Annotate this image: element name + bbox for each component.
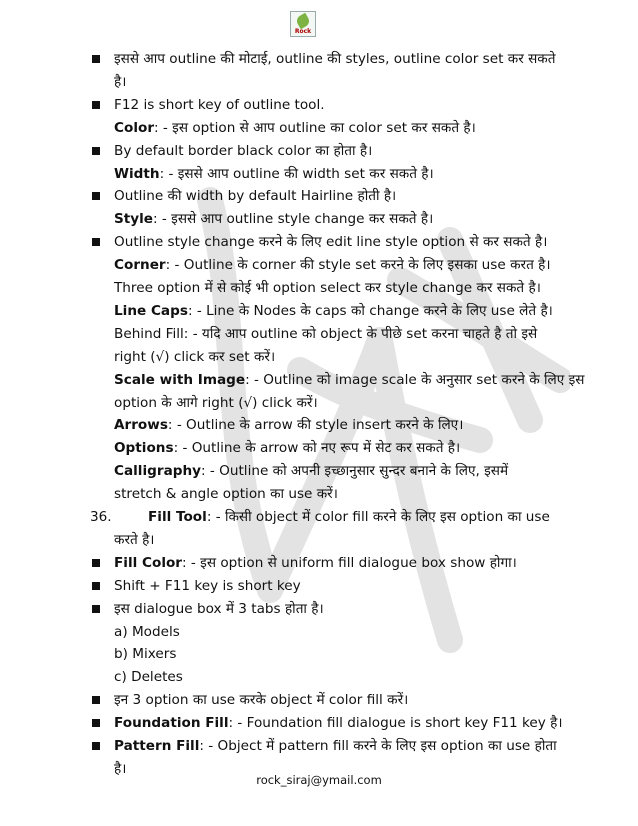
text-line [114, 392, 604, 414]
term-label: Arrows [114, 417, 168, 434]
text-line [114, 94, 604, 116]
term-label: Color [114, 119, 155, 136]
line-text: : - इससे आप outline की width set कर सकते है। [159, 165, 434, 182]
line-text: : - इस option से आप outline का color set कर सकते है। [154, 119, 476, 136]
text-line [114, 48, 604, 70]
bullet-marker [92, 101, 100, 109]
bullet-marker [92, 719, 100, 727]
line-text: Behind Fill: - यदि आप outline को object के पीछे set करना चाहते है तो इसे [114, 325, 538, 342]
text-line [114, 117, 604, 139]
line-text: : - Outline के arrow की style insert करने के लिए। [167, 417, 464, 434]
term-label: Calligraphy [114, 463, 202, 480]
line-text: है। [114, 73, 127, 90]
line-text: : - Foundation fill dialogue is short key F11 key है। [228, 715, 563, 732]
footer-email: rock_siraj@ymail.com [256, 773, 382, 787]
term-label: Corner [114, 257, 166, 274]
term-label: Options [114, 440, 174, 457]
text-line [114, 735, 604, 757]
line-text: : - इस option से uniform fill dialogue box show होगा। [182, 554, 517, 571]
text-line [114, 712, 604, 734]
text-line [114, 483, 604, 505]
term-label: Style [114, 211, 154, 228]
term-label: Pattern Fill [114, 738, 200, 754]
bullet-marker [92, 238, 100, 246]
term-label: Line Caps [114, 302, 188, 319]
line-text: Three option में से कोई भी option select कर style change कर सकते है। [114, 280, 541, 296]
line-text: : - इससे आप outline style change कर सकते है। [153, 211, 434, 228]
bullet-marker [92, 147, 100, 155]
bullet-marker [92, 582, 100, 590]
line-text: : - Outline को image scale के अनुसार set करने के लिए इस [245, 371, 585, 388]
line-text: : - Object में pattern fill करने के लिए इस option का use होता [199, 738, 557, 754]
text-line [114, 529, 604, 551]
line-text: है। [114, 760, 127, 777]
logo-text: Rock [294, 28, 312, 35]
text-line [114, 254, 604, 276]
text-line [114, 185, 604, 207]
term-label: Fill Tool [148, 509, 207, 525]
bullet-marker [92, 605, 100, 613]
text-line [114, 621, 604, 643]
bullet-marker [92, 192, 100, 200]
text-line [114, 346, 604, 368]
line-text: c) Deletes [114, 669, 183, 686]
text-line [114, 369, 604, 391]
text-line [114, 231, 604, 253]
text-line [114, 460, 604, 482]
line-text: stretch & angle option का use करें। [114, 486, 338, 503]
section-number: 36. [90, 509, 112, 525]
line-text: option के आगे right (√) click करें। [114, 394, 318, 411]
bullet-marker [92, 696, 100, 704]
line-text: Outline style change करने के लिए edit line style option से कर सकते है। [114, 234, 548, 251]
line-text: करते है। [114, 531, 155, 548]
term-label: Scale with Image [114, 371, 246, 388]
text-line [114, 689, 604, 711]
text-line [114, 598, 604, 620]
text-line [114, 437, 604, 459]
bullet-marker [92, 559, 100, 567]
text-line [114, 277, 604, 299]
line-text: : - Outline को अपनी इच्छानुसार सुन्दर बनाने के लिए, इसमें [201, 463, 509, 480]
line-text: : - किसी object में color fill करने के लिए इस option का use [206, 509, 550, 525]
line-text: a) Models [114, 623, 180, 640]
leaf-icon [295, 13, 311, 29]
text-line [148, 506, 604, 528]
text-line [114, 575, 604, 597]
term-label: Fill Color [114, 554, 183, 571]
term-label: Foundation Fill [114, 715, 229, 732]
line-text: : - Line के Nodes के caps को change करने के लिए use लेते है। [187, 302, 553, 319]
line-text: Outline की width by default Hairline होती है। [114, 188, 397, 205]
text-line [114, 552, 604, 574]
text-line [114, 666, 604, 688]
text-line [114, 163, 604, 185]
line-text: Shift + F11 key is short key [114, 577, 301, 594]
line-text: : - Outline के corner की style set करने के लिए इसका use करत है। [165, 257, 551, 274]
line-text: इन 3 option का use करके object में color fill करें। [114, 692, 409, 709]
line-text: इस dialogue box में 3 tabs होता है। [114, 600, 324, 617]
bullet-marker [92, 742, 100, 750]
text-line [114, 71, 604, 93]
text-line [114, 643, 604, 665]
term-label: Width [114, 165, 160, 182]
line-text: b) Mixers [114, 646, 177, 663]
text-line [114, 140, 604, 162]
text-line [114, 414, 604, 436]
logo-icon [290, 11, 316, 37]
text-line [114, 300, 604, 322]
line-text: By default border black color का होता है। [114, 142, 373, 159]
line-text: : - Outline के arrow को नए रूप में सेट कर सकते है। [173, 440, 461, 457]
text-line [114, 323, 604, 345]
text-line [114, 208, 604, 230]
line-text: F12 is short key of outline tool. [114, 96, 325, 113]
bullet-marker [92, 55, 100, 63]
line-text: right (√) click कर set करें। [114, 348, 276, 365]
line-text: इससे आप outline की मोटाई, outline की styles, outline color set कर सकते [114, 51, 556, 67]
